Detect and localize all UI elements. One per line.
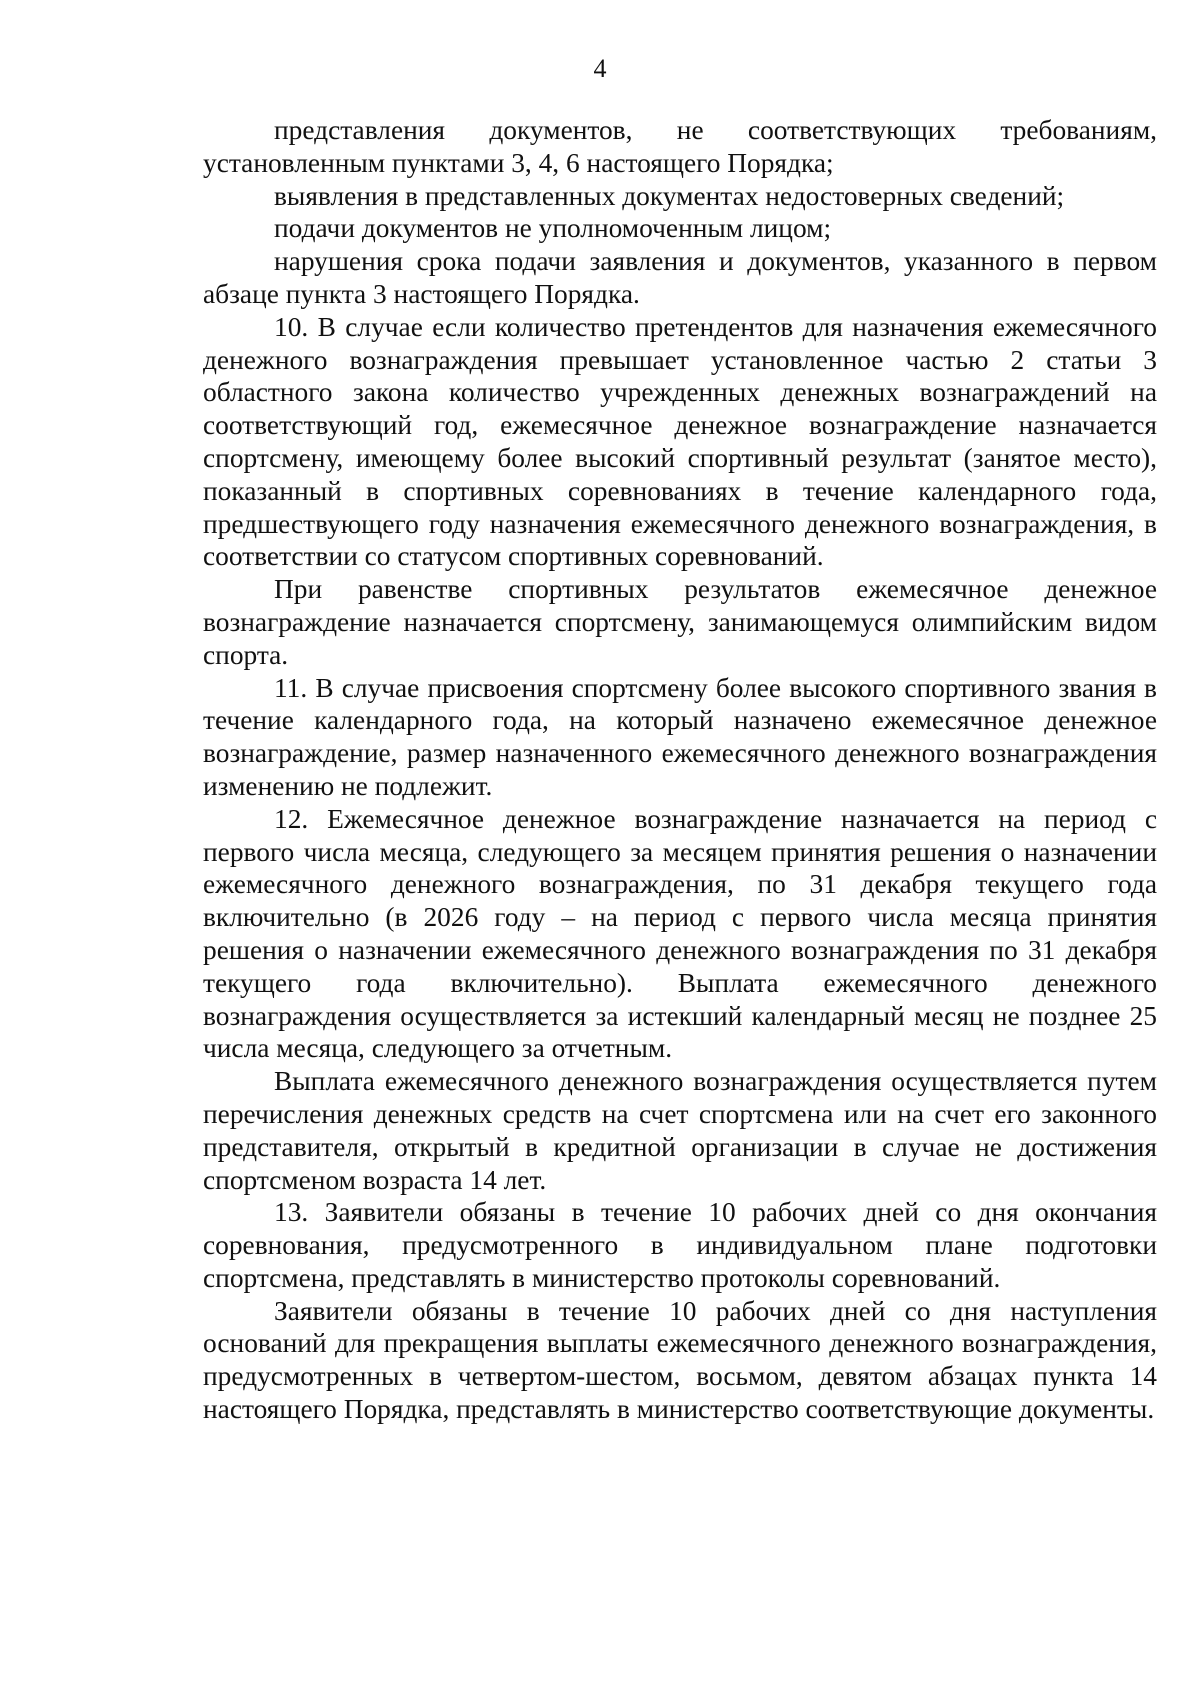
paragraph-clause-12-payment: Выплата ежемесячного денежного вознаграждения осуществляется путем перечисления денежных средств на счет спортсмена или на счет его законного представителя, открытый в кредитной организации в случае не достижения спортсменом возраста 14 лет.: [203, 1066, 1157, 1195]
paragraph-clause-11: 11. В случае присвоения спортсмену более высокого спортивного звания в течение календарного года, на который назначено ежемесячное денежное вознаграждение, размер назначенного ежемесячного денежного вознаграждения изменению не подлежит.: [203, 672, 1157, 801]
paragraph-clause-13-termination: Заявители обязаны в течение 10 рабочих дней со дня наступления оснований для прекращения выплаты ежемесячного денежного вознаграждения, предусмотренных в четвертом-шестом, восьмом, девятом абзацах пункта 14 настоящего Порядка, представлять в министерство соответствующие документы.: [203, 1295, 1157, 1425]
paragraph-clause-10-tie: При равенстве спортивных результатов ежемесячное денежное вознаграждение назначается спортсмену, занимающемуся олимпийским видом спорта.: [203, 574, 1157, 670]
paragraph-rejection-grounds-false-info: выявления в представленных документах недостоверных сведений;: [274, 180, 1065, 211]
paragraph-clause-13: 13. Заявители обязаны в течение 10 рабочих дней со дня окончания соревнования, предусмотренного в индивидуальном плане подготовки спортсмена, представлять в министерство протоколы соревнований.: [203, 1197, 1157, 1293]
paragraph-clause-10: 10. В случае если количество претендентов для назначения ежемесячного денежного вознаграждения превышает установленное частью 2 статьи 3 областного закона количество учрежденных денежных вознаграждений на соответствующий год, ежемесячное денежное вознаграждение назначается спортсмену, имеющему более высокий спортивный результат (занятое место), показанный в спортивных соревнованиях в течение календарного года, предшествующего году назначения ежемесячного денежного вознаграждения, в соответствии со статусом спортивных соревнований.: [203, 311, 1157, 572]
paragraph-clause-12: 12. Ежемесячное денежное вознаграждение назначается на период с первого числа месяца, следующего за месяцем принятия решения о назначении ежемесячного денежного вознаграждения, по 31 декабря текущего года включительно (в 2026 году – на период с первого числа месяца принятия решения о назначении ежемесячного денежного вознаграждения по 31 декабря текущего года включительно). Выплата ежемесячного денежного вознаграждения осуществляется за истекший календарный месяц не позднее 25 числа месяца, следующего за отчетным.: [203, 803, 1157, 1064]
page-number: 4: [593, 54, 607, 83]
paragraph-rejection-grounds-unauthorized: подачи документов не уполномоченным лицом;: [274, 213, 832, 244]
paragraph-rejection-grounds-deadline: нарушения срока подачи заявления и документов, указанного в первом абзаце пункта 3 настоящего Порядка.: [203, 246, 1157, 309]
document-body: [203, 114, 1157, 1426]
paragraph-rejection-grounds-documents: представления документов, не соответствующих требованиям, установленным пунктами 3, 4, 6 настоящего Порядка;: [203, 115, 1157, 178]
